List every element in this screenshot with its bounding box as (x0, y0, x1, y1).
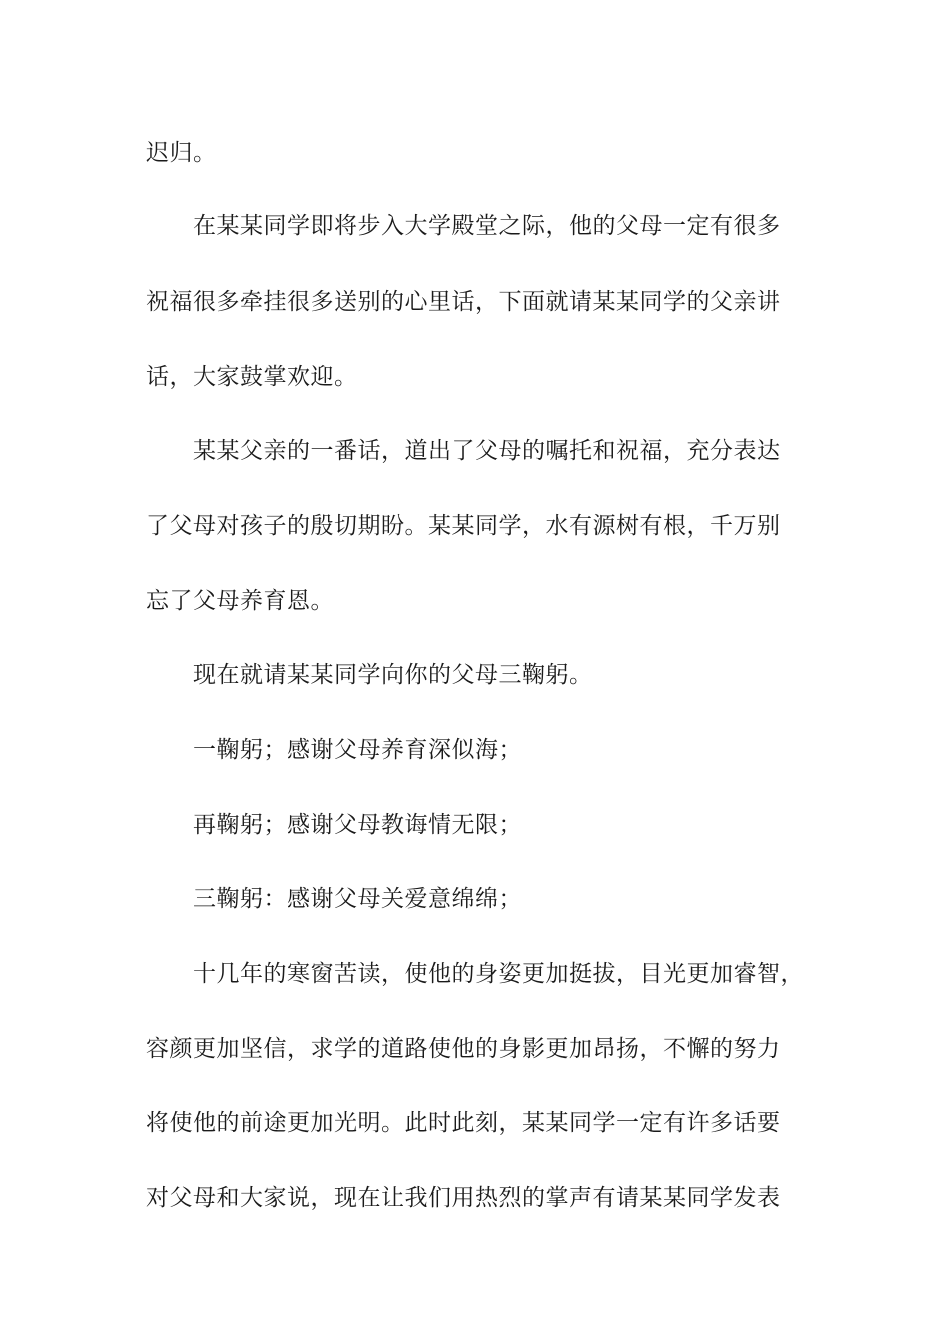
text-line: 了父母对孩子的殷切期盼。某某同学，水有源树有根，千万别 (146, 513, 781, 539)
text-line: 忘了父母养育恩。 (146, 588, 334, 614)
paragraph-start-line: 某某父亲的一番话，道出了父母的嘱托和祝福，充分表达 (193, 438, 781, 464)
text-line: 将使他的前途更加光明。此时此刻，某某同学一定有许多话要 (146, 1110, 781, 1136)
bow-line-3: 三鞠躬：感谢父母关爱意绵绵； (193, 886, 522, 912)
text-line: 对父母和大家说，现在让我们用热烈的掌声有请某某同学发表 (146, 1185, 781, 1211)
text-line: 话，大家鼓掌欢迎。 (146, 364, 358, 390)
bow-line-2: 再鞠躬；感谢父母教诲情无限； (193, 812, 522, 838)
text-line: 容颜更加坚信，求学的道路使他的身影更加昂扬，不懈的努力 (146, 1036, 781, 1062)
bow-line-1: 一鞠躬；感谢父母养育深似海； (193, 737, 522, 763)
text-line: 祝福很多牵挂很多送别的心里话，下面就请某某同学的父亲讲 (146, 289, 781, 315)
paragraph-start-line: 十几年的寒窗苦读，使他的身姿更加挺拔，目光更加睿智， (193, 961, 804, 987)
text-line: 迟归。 (146, 140, 217, 166)
paragraph-start-line: 现在就请某某同学向你的父母三鞠躬。 (193, 662, 593, 688)
paragraph-start-line: 在某某同学即将步入大学殿堂之际，他的父母一定有很多 (193, 213, 781, 239)
